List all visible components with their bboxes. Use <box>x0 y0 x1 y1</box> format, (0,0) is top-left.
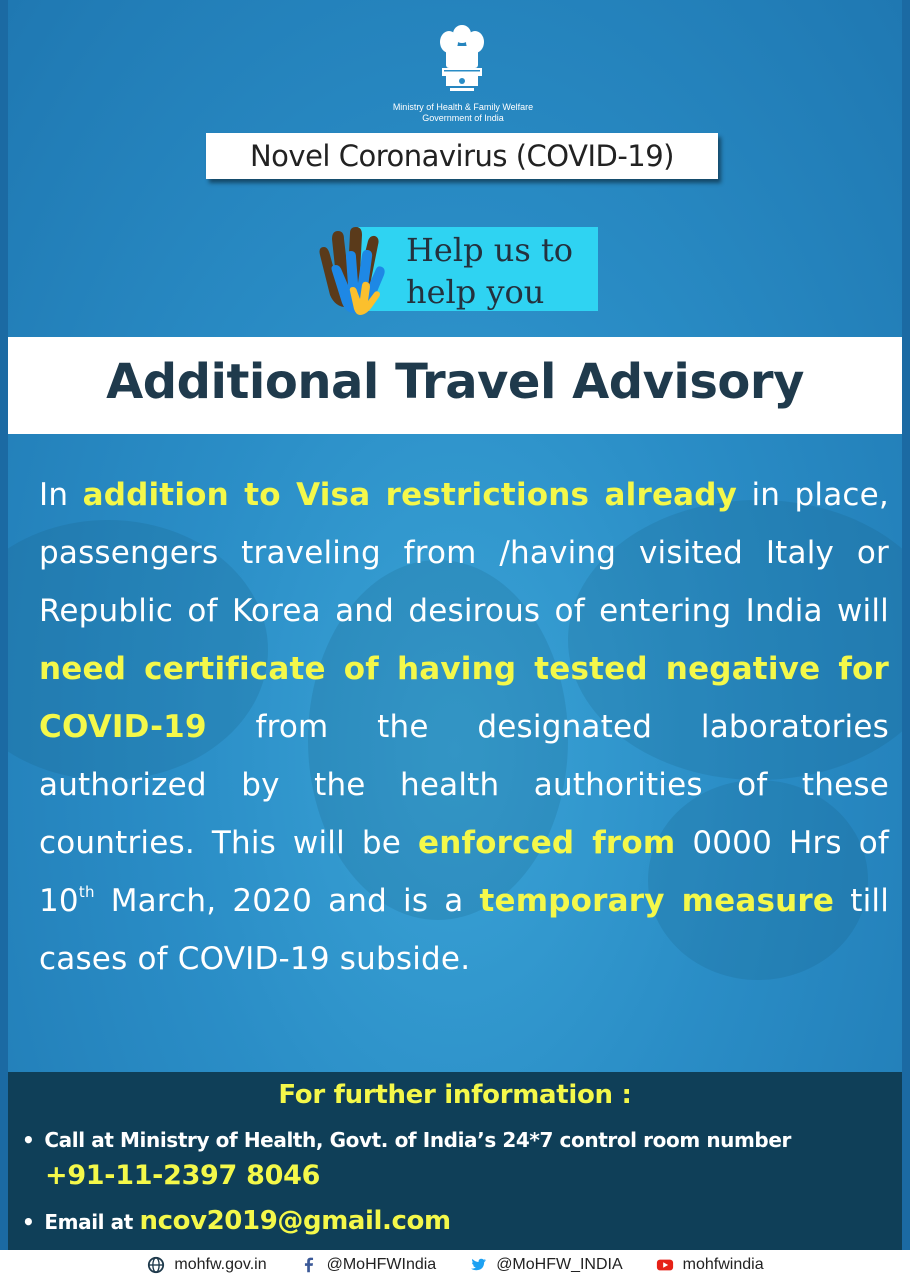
facebook-handle[interactable]: @MoHFWIndia <box>326 1256 437 1273</box>
info-title: For further information : <box>278 1080 632 1110</box>
hands-icon <box>310 225 400 315</box>
call-line <box>22 1128 791 1152</box>
advisory-highlight: temporary measure <box>479 883 835 919</box>
advisory-segment: 0000 Hrs of 10 <box>39 825 889 919</box>
advisory-highlight: need certificate of having tested negative for COVID-19 <box>39 651 889 745</box>
info-panel <box>8 1072 902 1250</box>
help-us-badge <box>310 225 600 315</box>
help-line-2: help you <box>406 273 545 311</box>
government-name: Government of India <box>422 113 504 123</box>
social-footer <box>0 1250 910 1280</box>
advisory-text <box>39 466 889 988</box>
advisory-highlight: enforced from <box>417 825 676 861</box>
footer-facebook[interactable] <box>299 1256 437 1274</box>
title-band <box>8 337 902 434</box>
national-emblem-icon <box>432 22 492 100</box>
ministry-caption <box>308 102 618 124</box>
footer-twitter[interactable] <box>468 1256 622 1274</box>
globe-icon <box>146 1256 166 1274</box>
ministry-name: Ministry of Health & Family Welfare <box>392 102 534 112</box>
bullet-icon: • <box>22 1128 35 1152</box>
facebook-icon <box>299 1256 319 1274</box>
advisory-segment: till cases of COVID-19 subside. <box>39 883 890 977</box>
email-line <box>22 1206 451 1236</box>
advisory-segment: March, 2020 and is a <box>94 883 480 919</box>
page-title: Additional Travel Advisory <box>106 353 804 410</box>
advisory-highlight: addition to Visa restrictions already <box>82 477 738 513</box>
website-link[interactable]: mohfw.gov.in <box>174 1256 267 1273</box>
email-link[interactable]: ncov2019@gmail.com <box>139 1206 451 1236</box>
bullet-icon: • <box>22 1210 35 1234</box>
advisory-segment: from the designated laboratories authorized by the health authorities of these countries. This will be <box>39 709 889 861</box>
help-line-1: Help us to <box>406 231 574 269</box>
advisory-segment: in place, passengers traveling from /having visited Italy or Republic of Korea and desirous of entering India will <box>39 477 889 629</box>
covid-banner <box>206 133 718 179</box>
footer-youtube[interactable] <box>655 1256 764 1274</box>
call-text: Call at Ministry of Health, Govt. of India’s 24*7 control room number <box>44 1128 791 1152</box>
help-text <box>406 229 596 313</box>
phone-number[interactable]: +91-11-2397 8046 <box>45 1160 321 1191</box>
banner-text: Novel Coronavirus (COVID-19) <box>249 139 675 173</box>
date-superscript: th <box>78 883 95 901</box>
email-label: Email at <box>44 1210 140 1234</box>
twitter-handle[interactable]: @MoHFW_INDIA <box>496 1256 623 1273</box>
twitter-icon <box>468 1256 488 1274</box>
youtube-channel[interactable]: mohfwindia <box>682 1256 764 1273</box>
footer-website[interactable] <box>146 1256 266 1274</box>
youtube-icon <box>655 1256 675 1274</box>
advisory-segment: In <box>39 477 83 513</box>
